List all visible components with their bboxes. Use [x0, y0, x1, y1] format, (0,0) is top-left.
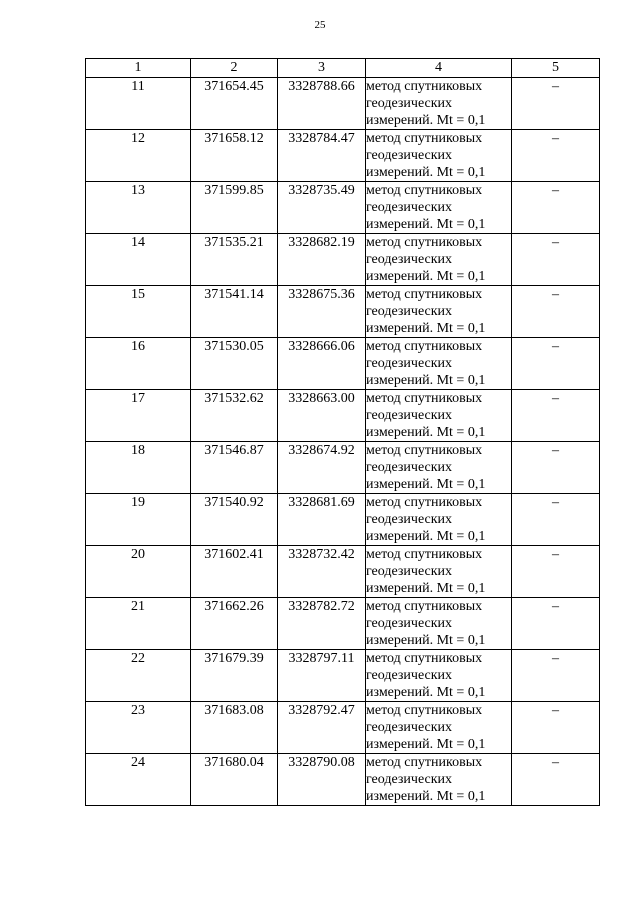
column-5-cell: –: [512, 182, 600, 234]
method-text-line: измерений. Mt = 0,1: [366, 477, 486, 492]
x-coordinate-cell: 371530.05: [191, 338, 278, 390]
method-text-line: метод спутниковых: [366, 183, 483, 198]
method-text-line: геодезических: [366, 148, 453, 163]
method-text-line: геодезических: [366, 200, 453, 215]
x-coordinate-cell: 371658.12: [191, 130, 278, 182]
method-cell: [366, 286, 512, 338]
method-text-line: измерений. Mt = 0,1: [366, 217, 486, 232]
y-coordinate-cell: 3328790.08: [278, 754, 366, 806]
column-header-2: 2: [191, 59, 278, 78]
column-header-1: 1: [86, 59, 191, 78]
method-cell: [366, 702, 512, 754]
method-text-line: измерений. Mt = 0,1: [366, 425, 486, 440]
x-coordinate-cell: 371602.41: [191, 546, 278, 598]
method-text-line: геодезических: [366, 408, 453, 423]
page-number: 25: [314, 19, 326, 31]
table-row: [86, 546, 600, 598]
y-coordinate-cell: 3328682.19: [278, 234, 366, 286]
method-cell: [366, 754, 512, 806]
x-coordinate-cell: 371683.08: [191, 702, 278, 754]
point-number-cell: 21: [86, 598, 191, 650]
column-5-cell: –: [512, 702, 600, 754]
x-coordinate-cell: 371654.45: [191, 78, 278, 130]
point-number-cell: 12: [86, 130, 191, 182]
x-coordinate-cell: 371662.26: [191, 598, 278, 650]
method-cell: [366, 338, 512, 390]
method-text-line: измерений. Mt = 0,1: [366, 789, 486, 804]
method-text-line: метод спутниковых: [366, 703, 483, 718]
y-coordinate-cell: 3328792.47: [278, 702, 366, 754]
method-text-line: метод спутниковых: [366, 547, 483, 562]
x-coordinate-cell: 371540.92: [191, 494, 278, 546]
method-cell: [366, 598, 512, 650]
method-cell: [366, 390, 512, 442]
table-row: [86, 286, 600, 338]
column-5-cell: –: [512, 598, 600, 650]
x-coordinate-cell: 371599.85: [191, 182, 278, 234]
column-5-cell: –: [512, 494, 600, 546]
method-text-line: геодезических: [366, 772, 453, 787]
column-5-cell: –: [512, 754, 600, 806]
table-row: [86, 754, 600, 806]
table-row: [86, 338, 600, 390]
y-coordinate-cell: 3328797.11: [278, 650, 366, 702]
table-row: [86, 78, 600, 130]
method-text-line: метод спутниковых: [366, 79, 483, 94]
table-row: [86, 442, 600, 494]
header-row: [86, 59, 600, 78]
point-number-cell: 11: [86, 78, 191, 130]
column-5-cell: –: [512, 650, 600, 702]
y-coordinate-cell: 3328666.06: [278, 338, 366, 390]
method-text-line: измерений. Mt = 0,1: [366, 529, 486, 544]
y-coordinate-cell: 3328782.72: [278, 598, 366, 650]
method-cell: [366, 442, 512, 494]
table-row: [86, 650, 600, 702]
method-cell: [366, 546, 512, 598]
method-cell: [366, 234, 512, 286]
column-5-cell: –: [512, 234, 600, 286]
point-number-cell: 17: [86, 390, 191, 442]
method-text-line: измерений. Mt = 0,1: [366, 321, 486, 336]
method-text-line: измерений. Mt = 0,1: [366, 165, 486, 180]
method-text-line: геодезических: [366, 460, 453, 475]
method-text-line: измерений. Mt = 0,1: [366, 113, 486, 128]
method-text-line: геодезических: [366, 720, 453, 735]
method-text-line: метод спутниковых: [366, 235, 483, 250]
column-5-cell: –: [512, 78, 600, 130]
method-text-line: геодезических: [366, 96, 453, 111]
method-text-line: метод спутниковых: [366, 131, 483, 146]
column-header-5: 5: [512, 59, 600, 78]
y-coordinate-cell: 3328788.66: [278, 78, 366, 130]
column-5-cell: –: [512, 338, 600, 390]
method-text-line: измерений. Mt = 0,1: [366, 373, 486, 388]
method-text-line: измерений. Mt = 0,1: [366, 685, 486, 700]
point-number-cell: 16: [86, 338, 191, 390]
y-coordinate-cell: 3328675.36: [278, 286, 366, 338]
table-header: [86, 59, 600, 78]
method-text-line: метод спутниковых: [366, 651, 483, 666]
method-text-line: метод спутниковых: [366, 339, 483, 354]
method-cell: [366, 182, 512, 234]
column-header-3: 3: [278, 59, 366, 78]
x-coordinate-cell: 371532.62: [191, 390, 278, 442]
method-text-line: геодезических: [366, 356, 453, 371]
point-number-cell: 19: [86, 494, 191, 546]
column-5-cell: –: [512, 442, 600, 494]
method-text-line: метод спутниковых: [366, 391, 483, 406]
table-row: [86, 390, 600, 442]
method-cell: [366, 650, 512, 702]
method-text-line: геодезических: [366, 252, 453, 267]
method-text-line: метод спутниковых: [366, 495, 483, 510]
method-text-line: геодезических: [366, 616, 453, 631]
point-number-cell: 22: [86, 650, 191, 702]
coordinates-table: [85, 58, 600, 806]
method-text-line: метод спутниковых: [366, 287, 483, 302]
method-cell: [366, 130, 512, 182]
y-coordinate-cell: 3328784.47: [278, 130, 366, 182]
table-body: [86, 78, 600, 806]
table-row: [86, 494, 600, 546]
method-text-line: геодезических: [366, 564, 453, 579]
method-text-line: геодезических: [366, 668, 453, 683]
table-row: [86, 130, 600, 182]
point-number-cell: 23: [86, 702, 191, 754]
y-coordinate-cell: 3328732.42: [278, 546, 366, 598]
column-5-cell: –: [512, 130, 600, 182]
method-text-line: измерений. Mt = 0,1: [366, 633, 486, 648]
point-number-cell: 14: [86, 234, 191, 286]
method-text-line: геодезических: [366, 304, 453, 319]
y-coordinate-cell: 3328674.92: [278, 442, 366, 494]
table-row: [86, 234, 600, 286]
x-coordinate-cell: 371680.04: [191, 754, 278, 806]
method-text-line: метод спутниковых: [366, 599, 483, 614]
method-text-line: метод спутниковых: [366, 755, 483, 770]
x-coordinate-cell: 371541.14: [191, 286, 278, 338]
point-number-cell: 15: [86, 286, 191, 338]
method-text-line: измерений. Mt = 0,1: [366, 737, 486, 752]
y-coordinate-cell: 3328663.00: [278, 390, 366, 442]
y-coordinate-cell: 3328735.49: [278, 182, 366, 234]
table-row: [86, 182, 600, 234]
method-text-line: измерений. Mt = 0,1: [366, 269, 486, 284]
point-number-cell: 13: [86, 182, 191, 234]
column-5-cell: –: [512, 286, 600, 338]
column-header-4: 4: [366, 59, 512, 78]
method-text-line: геодезических: [366, 512, 453, 527]
method-cell: [366, 494, 512, 546]
table-row: [86, 598, 600, 650]
x-coordinate-cell: 371546.87: [191, 442, 278, 494]
column-5-cell: –: [512, 390, 600, 442]
point-number-cell: 24: [86, 754, 191, 806]
x-coordinate-cell: 371679.39: [191, 650, 278, 702]
method-cell: [366, 78, 512, 130]
x-coordinate-cell: 371535.21: [191, 234, 278, 286]
method-text-line: измерений. Mt = 0,1: [366, 581, 486, 596]
table-row: [86, 702, 600, 754]
column-5-cell: –: [512, 546, 600, 598]
point-number-cell: 18: [86, 442, 191, 494]
method-text-line: метод спутниковых: [366, 443, 483, 458]
y-coordinate-cell: 3328681.69: [278, 494, 366, 546]
point-number-cell: 20: [86, 546, 191, 598]
